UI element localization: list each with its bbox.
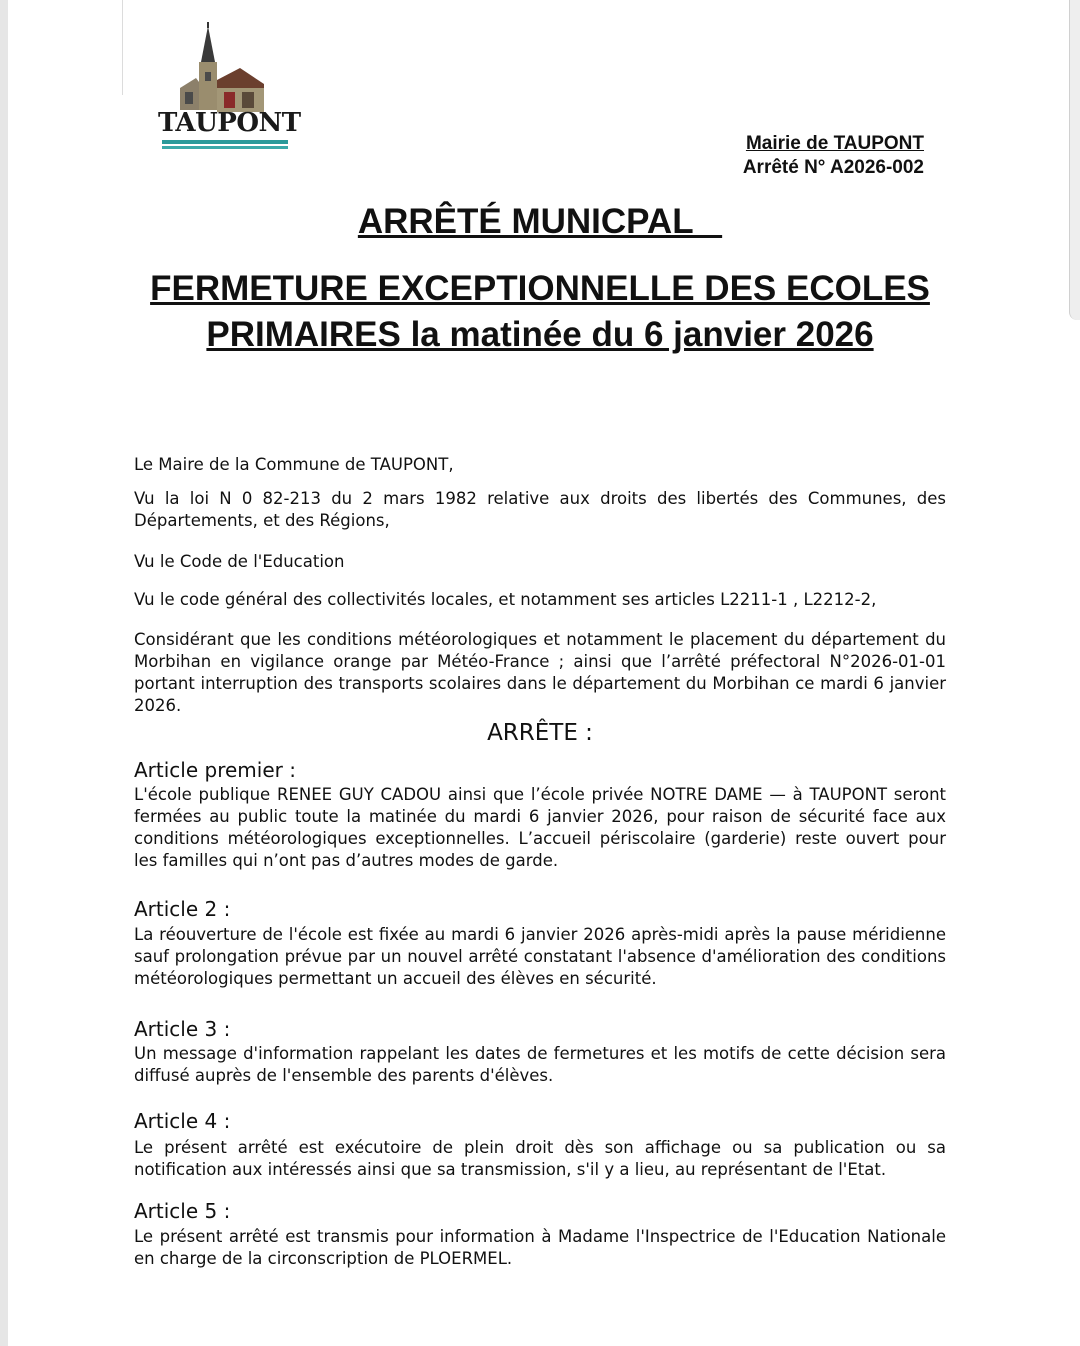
taupont-logo <box>158 22 301 152</box>
article-5-text: Le présent arrêté est transmis pour information à Madame l'Inspectrice de l'Education Nationale en charge de la circonscription de PLOERMEL. <box>134 1227 946 1268</box>
header-block <box>700 132 950 180</box>
article-4-title: Article 4 : <box>134 1109 231 1133</box>
article-2-title: Article 2 : <box>134 897 231 921</box>
article-3-text: Un message d'information rappelant les dates de fermetures et les motifs de cette décision sera diffusé auprès de l'ensemble des parents d'élèves. <box>134 1044 946 1085</box>
preamble-maire: Le Maire de la Commune de TAUPONT, <box>134 455 454 474</box>
arrete-heading: ARRÊTE : <box>487 720 593 746</box>
preamble-code-collectivites: Vu le code général des collectivités locales, et notamment ses articles L2211-1 , L2212-2, <box>134 590 877 609</box>
article-4-text: Le présent arrêté est exécutoire de plein droit dès son affichage ou sa publication ou sa notification aux intéressés ainsi que sa transmission, s'il y a lieu, au représentant de l'Etat. <box>134 1138 946 1179</box>
article-2-text: La réouverture de l'école est fixée au mardi 6 janvier 2026 après-midi après la pause méridienne sauf prolongation prévue par un nouvel arrêté constatant l'absence d'amélioration des conditions météorologiques permettant un accueil des élèves en sécurité. <box>134 925 946 988</box>
article-3-title: Article 3 : <box>134 1017 231 1041</box>
page-edge-line <box>122 0 123 95</box>
article-1-text: L'école publique RENEE GUY CADOU ainsi que l’école privée NOTRE DAME — à TAUPONT seront fermées au public toute la matinée du mardi 6 janvier 2026, pour raison de sécurité face aux conditions météorologiques exceptionnelles. L’accueil périscolaire (garderie) reste ouvert pour les familles qui n’ont pas d’autres modes de garde. <box>134 785 946 870</box>
page-subtitle: FERMETURE EXCEPTIONNELLE DES ECOLES PRIMAIRES la matinée du 6 janvier 2026 <box>150 269 930 354</box>
mairie-label: Mairie de TAUPONT <box>745 133 924 154</box>
arrete-number: Arrêté N° A2026-002 <box>742 157 924 178</box>
article-5-title: Article 5 : <box>134 1199 231 1223</box>
preamble-loi: Vu la loi N 0 82-213 du 2 mars 1982 relative aux droits des libertés des Communes, des Départements, et des Régions, <box>134 489 946 530</box>
logo-wordmark: TAUPONT <box>158 108 301 138</box>
article-1-title: Article premier : <box>134 758 296 782</box>
viewer-scrollbar[interactable] <box>1069 0 1080 320</box>
title-main-text: ARRÊTÉ MUNICPAL <box>357 202 723 241</box>
page-title <box>0 200 1080 244</box>
preamble-code-education: Vu le Code de l'Education <box>134 552 345 571</box>
preamble-considerant: Considérant que les conditions météorologiques et notamment le placement du département du Morbihan en vigilance orange par Météo-France ; ainsi que l’arrêté préfectoral N°2026-01-01 portant interruption des transports scolaires dans le département du Morbihan ce mardi 6 janvier 2026. <box>134 630 946 715</box>
